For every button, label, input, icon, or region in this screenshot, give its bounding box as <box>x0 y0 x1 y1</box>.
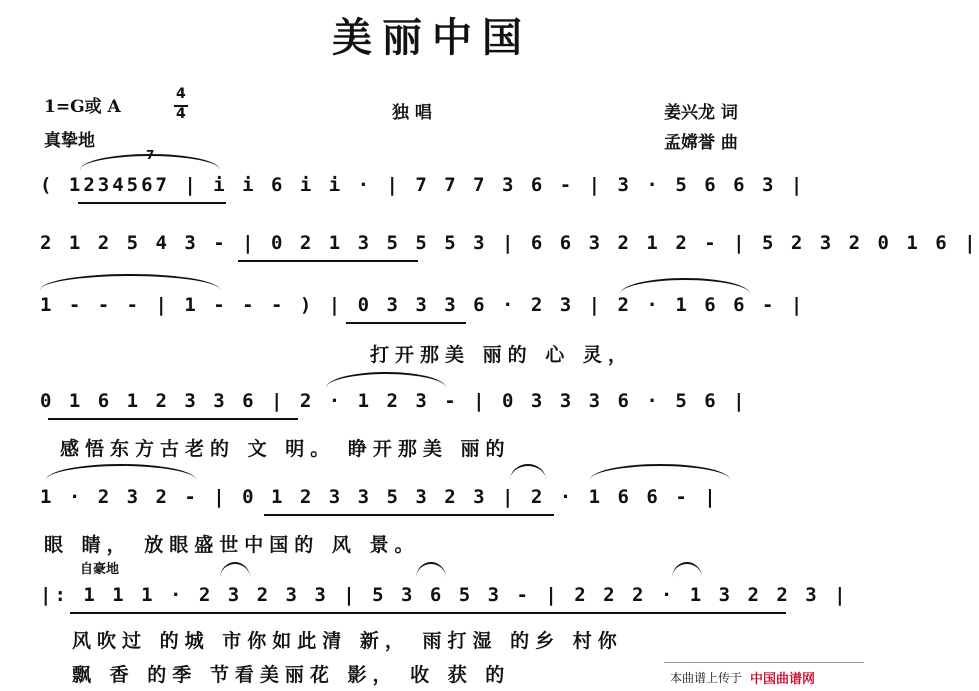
slur-arc <box>80 154 220 170</box>
notation-line: 1 · 2 3 2 - | 0 1 2 3 3 5 3 2 3 | 2 · 1 6 6 - | <box>40 486 719 508</box>
time-signature-top: 4 <box>176 86 186 102</box>
slur-arc <box>326 372 446 388</box>
notation-line: ( 1234567 | i i 6 i i · | 7 7 7 3 6 - | 3 · 5 6 6 3 | <box>40 174 806 196</box>
slur-arc <box>46 464 196 480</box>
time-signature-bottom: 4 <box>176 106 186 122</box>
score-row-6 <box>40 584 849 624</box>
watermark-logo[interactable]: 中国曲谱网 <box>750 671 816 687</box>
composer-credit: 孟嫦誉 曲 <box>664 133 738 153</box>
lyric-line-2: 感悟东方古老的 文 明。 睁开那美 丽的 <box>60 438 511 460</box>
notation-line: 0 1 6 1 2 3 3 6 | 2 · 1 2 3 - | 0 3 3 3 6 · 5 6 | <box>40 390 748 412</box>
notation-line: 2 1 2 5 4 3 - | 0 2 1 3 5 5 5 3 | 6 6 3 2 1 2 - | 5 2 3 2 0 1 6 | <box>40 232 979 254</box>
lyric-line-3: 眼 睛， 放眼盛世中国的 风 景。 <box>44 534 420 556</box>
slur-arc <box>672 562 702 578</box>
slur-arc <box>620 278 750 294</box>
octave-mark-7: 7 <box>146 148 155 162</box>
beam-underline <box>264 514 554 516</box>
beam-underline <box>70 612 786 614</box>
page-title: 美丽中国 <box>332 15 532 61</box>
score-row-1 <box>40 174 806 214</box>
score-row-4 <box>40 390 800 430</box>
performance-marking: 独 唱 <box>392 103 432 123</box>
notation-line: |: 1 1 1 · 2 3 2 3 3 | 5 3 6 5 3 - | 2 2 2 · 1 3 2 2 3 | <box>40 584 849 606</box>
watermark-footer <box>664 662 864 691</box>
notation-line: 1 - - - | 1 - - - ) | 0 3 3 3 6 · 2 3 | 2 · 1 6 6 - | <box>40 294 806 316</box>
key-signature: 1=G或 A <box>44 97 121 117</box>
beam-underline <box>346 322 466 324</box>
lyric-line-1: 打开那美 丽的 心 灵， <box>370 344 633 366</box>
beam-underline <box>48 418 298 420</box>
score-row-5 <box>40 486 800 526</box>
beam-underline <box>78 202 226 204</box>
slur-arc <box>220 562 250 578</box>
lyricist-credit: 姜兴龙 词 <box>664 103 738 123</box>
lyric-line-5: 飘 香 的季 节看美丽花 影， 收 获 的 <box>72 664 511 686</box>
expression-marking: 自豪地 <box>80 562 120 577</box>
slur-arc <box>40 274 220 290</box>
score-row-2 <box>40 232 979 272</box>
slur-arc <box>416 562 446 578</box>
slur-arc <box>590 464 730 480</box>
watermark-text: 本曲谱上传于 <box>670 670 743 685</box>
score-row-3 <box>40 294 806 334</box>
tempo-marking: 真挚地 <box>44 131 95 151</box>
lyric-line-4: 风吹过 的城 市你如此清 新， 雨打湿 的乡 村你 <box>72 630 623 652</box>
beam-underline <box>238 260 418 262</box>
slur-arc <box>510 464 546 480</box>
